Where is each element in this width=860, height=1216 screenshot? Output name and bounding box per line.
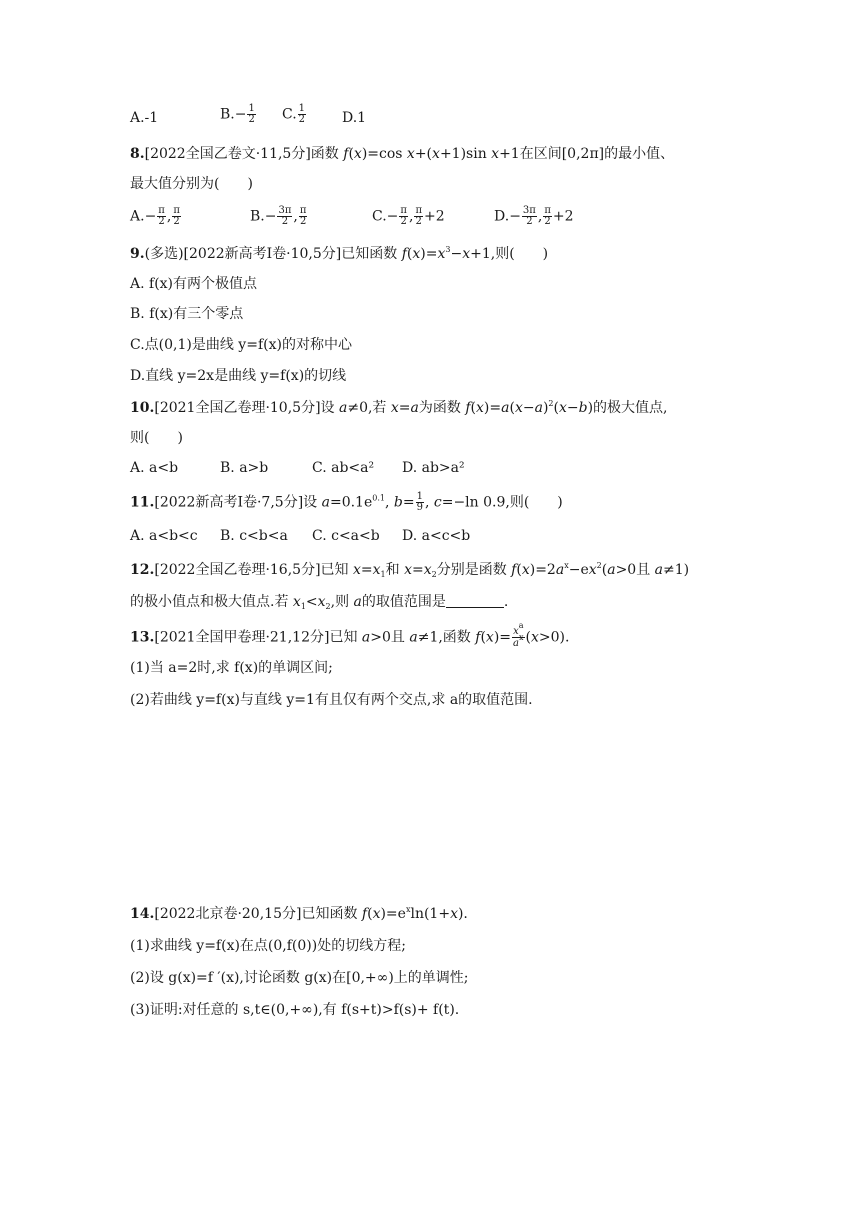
- question-10-line-1: 10.[2021全国乙卷理·10,5分]设 a≠0,若 x=a为函数 $f(x)=a(x-a)^2(x-b)$的极大值点,: [130, 399, 668, 416]
- question-9-option-c: C.点(0,1)是曲线 y=f(x)的对称中心: [130, 337, 352, 353]
- prev-option-d: D.1: [342, 110, 367, 126]
- question-13-stem: 13.[2021全国甲卷理·21,12分]已知 a>0且 a≠1,函数 f(x)= $\frac{x^a}{a^x}$ (x>0).: [130, 621, 570, 649]
- question-10-option-b: B. a>b: [220, 460, 269, 476]
- answer-blank[interactable]: [446, 593, 504, 608]
- question-14-part-1: (1)求曲线 y=f(x)在点(0,f(0))处的切线方程;: [130, 938, 406, 954]
- question-10-line-2: 则( ): [130, 430, 183, 446]
- question-14-stem: 14.[2022北京卷·20,15分]已知函数 $f(x)=e^x\ln(1+x)$.: [130, 905, 468, 922]
- question-8-option-a: A.− $\frac{\pi}{2}$ , $\frac{\pi}{2}$: [130, 205, 180, 227]
- question-11-stem: 11.[2022新高考Ⅰ卷·7,5分]设 $a=0.1e^{0.1}$, b= $\frac{1}{9}$ , c=−ln 0.9,则( ): [130, 491, 563, 513]
- question-9-option-a: A. f(x)有两个极值点: [130, 276, 258, 292]
- question-8-option-d: D.− $\frac{3\pi}{2}$ , $\frac{\pi}{2}$ +2: [494, 205, 574, 227]
- question-11-option-b: B. c<b<a: [220, 528, 288, 544]
- question-8-option-b: B.− $\frac{3\pi}{2}$ , $\frac{\pi}{2}$: [250, 205, 307, 227]
- question-10-option-c: C. ab<a²: [312, 460, 375, 476]
- question-13-part-2: (2)若曲线 y=f(x)与直线 y=1有且仅有两个交点,求 a的取值范围.: [130, 692, 533, 708]
- question-12-line-2: 的极小值点和极大值点.若 $x_1<x_2$,则 a的取值范围是 .: [130, 594, 509, 611]
- prev-option-b: B.− $\frac{1}{2}$: [220, 103, 255, 125]
- question-14-part-2: (2)设 g(x)=f ′(x),讨论函数 g(x)在[0,+∞)上的单调性;: [130, 970, 469, 986]
- question-9-option-d: D.直线 y=2x是曲线 y=f(x)的切线: [130, 368, 347, 384]
- question-12-line-1: 12.[2022全国乙卷理·16,5分]已知 $x=x_1$和 $x=x_2$分别是函数 $f(x)=2a^x-ex^2(a>0$且 a≠1): [130, 561, 690, 579]
- question-14-part-3: (3)证明:对任意的 s,t∈(0,+∞),有 f(s+t)>f(s)+ f(t).: [130, 1002, 460, 1018]
- question-8-line-1: 8.[2022全国乙卷文·11,5分]函数 f(x)=cos x+(x+1)sin x+1在区间[0,2π]的最小值、: [130, 146, 675, 162]
- prev-option-a: A.-1: [130, 110, 159, 126]
- question-8-option-c: C.− $\frac{\pi}{2}$ , $\frac{\pi}{2}$ +2: [372, 205, 445, 227]
- question-10-option-d: D. ab>a²: [402, 460, 465, 476]
- question-9-option-b: B. f(x)有三个零点: [130, 306, 244, 322]
- prev-option-c: C. $\frac{1}{2}$: [282, 103, 306, 125]
- question-11-option-c: C. c<a<b: [312, 528, 380, 544]
- question-10-option-a: A. a<b: [130, 460, 179, 476]
- question-9-stem: 9.(多选)[2022新高考Ⅰ卷·10,5分]已知函数 $f(x)=x^3-x+1$,则( ): [130, 245, 549, 262]
- question-8-line-2: 最大值分别为( ): [130, 176, 253, 192]
- question-11-option-d: D. a<c<b: [402, 528, 471, 544]
- question-13-part-1: (1)当 a=2时,求 f(x)的单调区间;: [130, 660, 333, 676]
- question-11-option-a: A. a<b<c: [130, 528, 198, 544]
